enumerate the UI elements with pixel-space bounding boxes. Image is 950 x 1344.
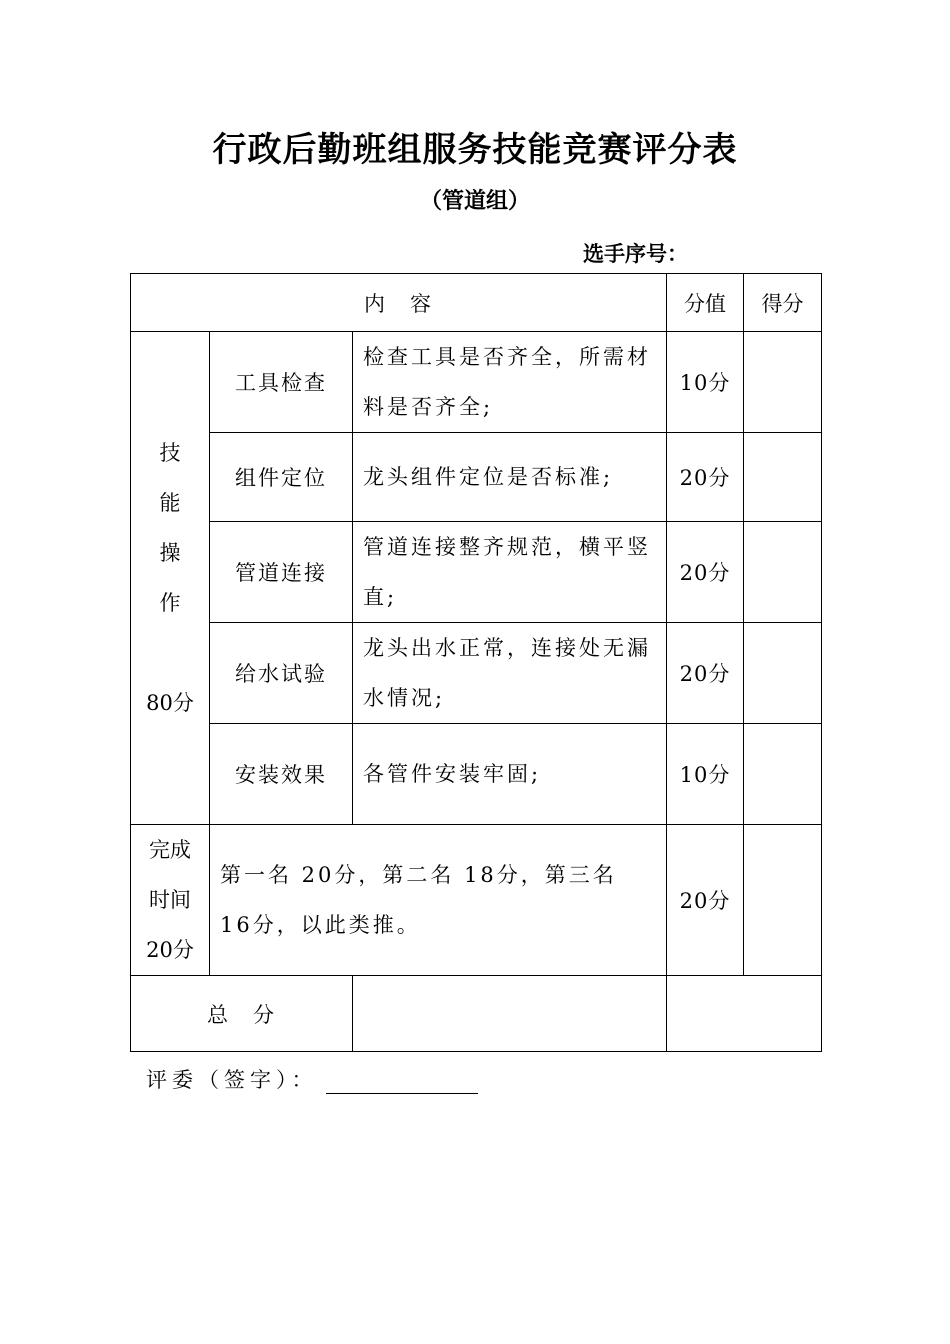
scoring-table — [130, 273, 822, 1052]
item-name: 安装效果 — [210, 724, 353, 825]
skill-char: 操 — [159, 541, 181, 565]
table-row — [131, 825, 822, 976]
item-points: 10分 — [667, 332, 744, 433]
signature-line[interactable] — [326, 1069, 478, 1094]
skill-char: 能 — [159, 491, 181, 515]
table-row — [131, 522, 822, 623]
time-description: 第一名 20分，第二名 18分，第三名 16分，以此类推。 — [210, 825, 667, 976]
table-row — [131, 433, 822, 522]
judge-label: 评委（签字）： — [146, 1068, 318, 1092]
skill-section-label — [131, 332, 210, 825]
score-cell[interactable] — [744, 623, 822, 724]
item-points: 20分 — [667, 433, 744, 522]
skill-char: 作 — [159, 591, 181, 615]
time-points: 20分 — [667, 825, 744, 976]
table-row — [131, 332, 822, 433]
total-score-cell[interactable] — [667, 976, 822, 1052]
item-description: 检查工具是否齐全，所需材料是否齐全; — [353, 332, 667, 433]
item-points: 20分 — [667, 522, 744, 623]
score-cell[interactable] — [744, 724, 822, 825]
item-description: 管道连接整齐规范，横平竖直; — [353, 522, 667, 623]
score-cell[interactable] — [744, 332, 822, 433]
table-row — [131, 724, 822, 825]
player-number-label: 选手序号： — [583, 242, 688, 266]
item-name: 管道连接 — [210, 522, 353, 623]
time-label-line: 时间 — [149, 888, 191, 912]
score-cell[interactable] — [744, 433, 822, 522]
score-cell[interactable] — [744, 825, 822, 976]
item-points: 20分 — [667, 623, 744, 724]
header-content: 内 容 — [131, 274, 667, 332]
time-label-line: 20分 — [146, 938, 194, 962]
item-name: 组件定位 — [210, 433, 353, 522]
table-row — [131, 623, 822, 724]
total-blank-cell — [353, 976, 667, 1052]
page-title: 行政后勤班组服务技能竞赛评分表 — [212, 130, 738, 170]
item-name: 给水试验 — [210, 623, 353, 724]
skill-total-points: 80分 — [146, 691, 194, 715]
item-points: 10分 — [667, 724, 744, 825]
time-label-line: 完成 — [149, 838, 191, 862]
item-description: 各管件安装牢固; — [353, 724, 667, 825]
total-row — [131, 976, 822, 1052]
item-description: 龙头组件定位是否标准; — [353, 433, 667, 522]
table-header-row — [131, 274, 822, 332]
item-name: 工具检查 — [210, 332, 353, 433]
total-label: 总 分 — [131, 976, 353, 1052]
score-cell[interactable] — [744, 522, 822, 623]
skill-char: 技 — [159, 441, 181, 465]
item-description: 龙头出水正常，连接处无漏水情况; — [353, 623, 667, 724]
header-score: 得分 — [744, 274, 822, 332]
page-subtitle: （管道组） — [419, 189, 530, 214]
header-points: 分值 — [667, 274, 744, 332]
judge-signature — [146, 1064, 478, 1094]
time-section-label — [131, 825, 210, 976]
